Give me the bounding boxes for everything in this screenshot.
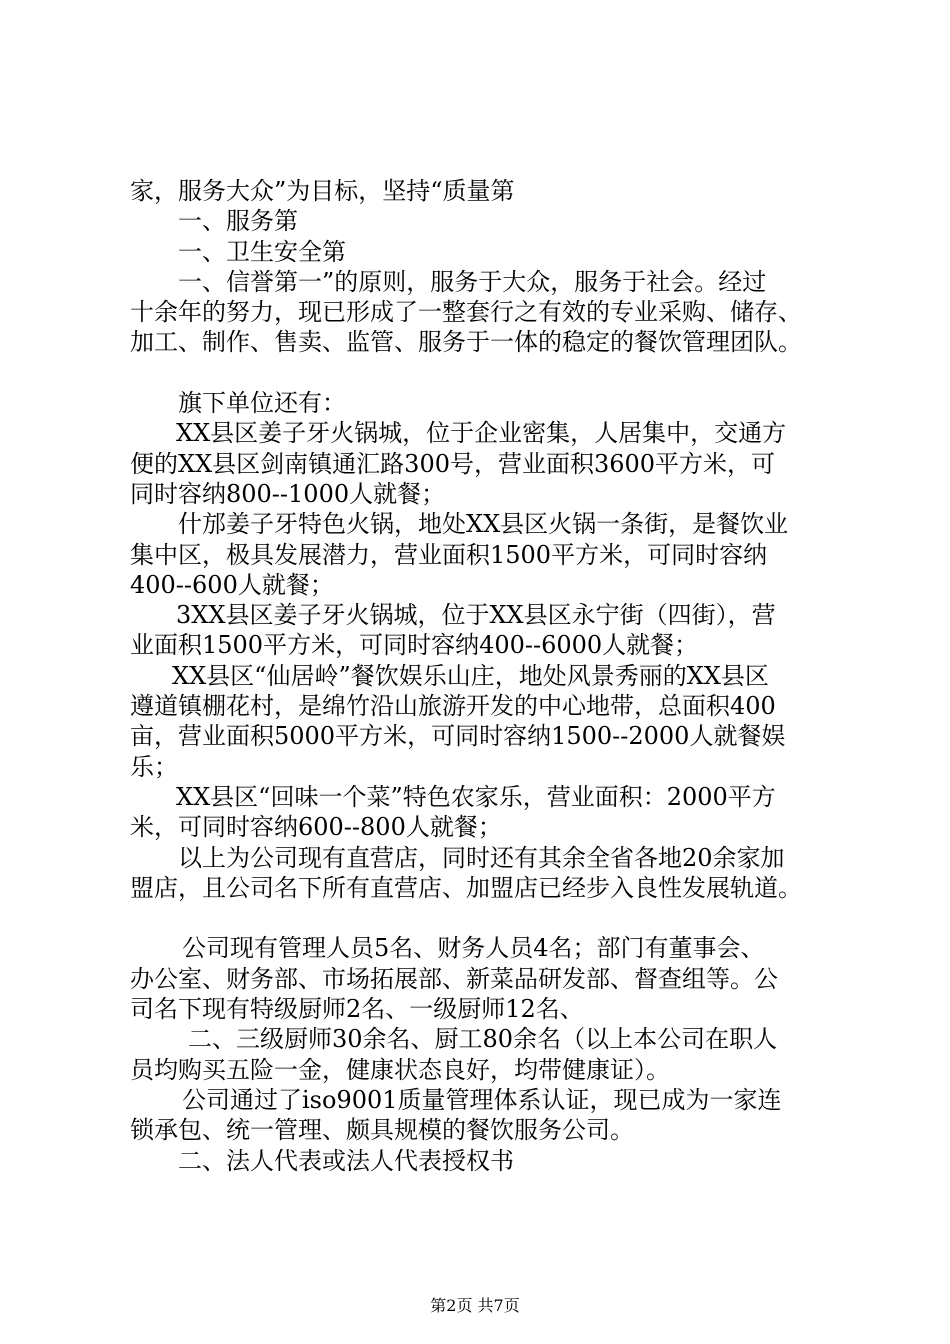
- text-line: 二、法人代表或法人代表授权书: [178, 1146, 514, 1175]
- text-line: 米，可同时容纳600--800人就餐；: [130, 813, 502, 842]
- text-line: 便的XX县区剑南镇通汇路300号，营业面积3600平方米，可: [130, 449, 776, 478]
- text-line: 乐；: [130, 752, 178, 781]
- text-line: 加工、制作、售卖、监管、服务于一体的稳定的餐饮管理团队。: [130, 328, 802, 357]
- text-line: 什邡姜子牙特色火锅，地处XX县区火锅一条街，是餐饮业: [178, 510, 789, 539]
- text-line: 同时容纳800--1000人就餐；: [130, 479, 446, 508]
- text-line: XX县区“仙居岭”餐饮娱乐山庄，地处风景秀丽的XX县区: [172, 661, 769, 690]
- document-body: [130, 176, 830, 1176]
- paragraph-gap: [130, 358, 830, 388]
- text-line: XX县区姜子牙火锅城，位于企业密集，人居集中，交通方: [176, 419, 787, 448]
- text-line: 以上为公司现有直营店，同时还有其余全省各地20余家加: [178, 843, 785, 872]
- text-line: 遵道镇棚花村，是绵竹沿山旅游开发的中心地带，总面积400: [130, 692, 776, 721]
- text-line: 旗下单位还有：: [178, 389, 346, 418]
- text-line: 二、三级厨师30余名、厨工80余名（以上本公司在职人: [188, 1025, 778, 1054]
- text-line: 家，服务大众”为目标，坚持“质量第: [130, 177, 515, 205]
- text-line: 十余年的努力，现已形成了一整套行之有效的专业采购、储存、: [130, 298, 802, 327]
- text-line: 400--600人就餐；: [130, 570, 334, 599]
- text-line: 办公室、财务部、市场拓展部、新菜品研发部、督查组等。公: [130, 964, 778, 993]
- page-footer: 第2页 共7页: [430, 1296, 520, 1315]
- text-line: XX县区“回味一个菜”特色农家乐，营业面积：2000平方: [176, 782, 776, 811]
- text-line: 一、信誉第一”的原则，服务于大众，服务于社会。经过: [178, 267, 767, 296]
- text-line: 公司通过了iso9001质量管理体系认证，现已成为一家连: [182, 1085, 782, 1114]
- text-line: 一、服务第: [178, 207, 298, 236]
- text-line: 业面积1500平方米，可同时容纳400--6000人就餐；: [130, 631, 699, 660]
- text-line: 亩，营业面积5000平方米，可同时容纳1500--2000人就餐娱: [130, 722, 786, 751]
- text-line: 3XX县区姜子牙火锅城，位于XX县区永宁街（四街），营: [176, 601, 776, 630]
- text-line: 司名下现有特级厨师2名、一级厨师12名、: [130, 995, 584, 1024]
- text-line: 锁承包、统一管理、颇具规模的餐饮服务公司。: [130, 1116, 634, 1145]
- text-line: 员均购买五险一金，健康状态良好，均带健康证）。: [130, 1055, 670, 1084]
- text-line: 一、卫生安全第: [178, 237, 346, 266]
- text-line: 公司现有管理人员5名、财务人员4名；部门有董事会、: [182, 934, 765, 963]
- text-line: 盟店，且公司名下所有直营店、加盟店已经步入良性发展轨道。: [130, 873, 802, 902]
- text-line: 集中区，极具发展潜力，营业面积1500平方米，可同时容纳: [130, 540, 768, 569]
- paragraph-gap: [130, 903, 830, 933]
